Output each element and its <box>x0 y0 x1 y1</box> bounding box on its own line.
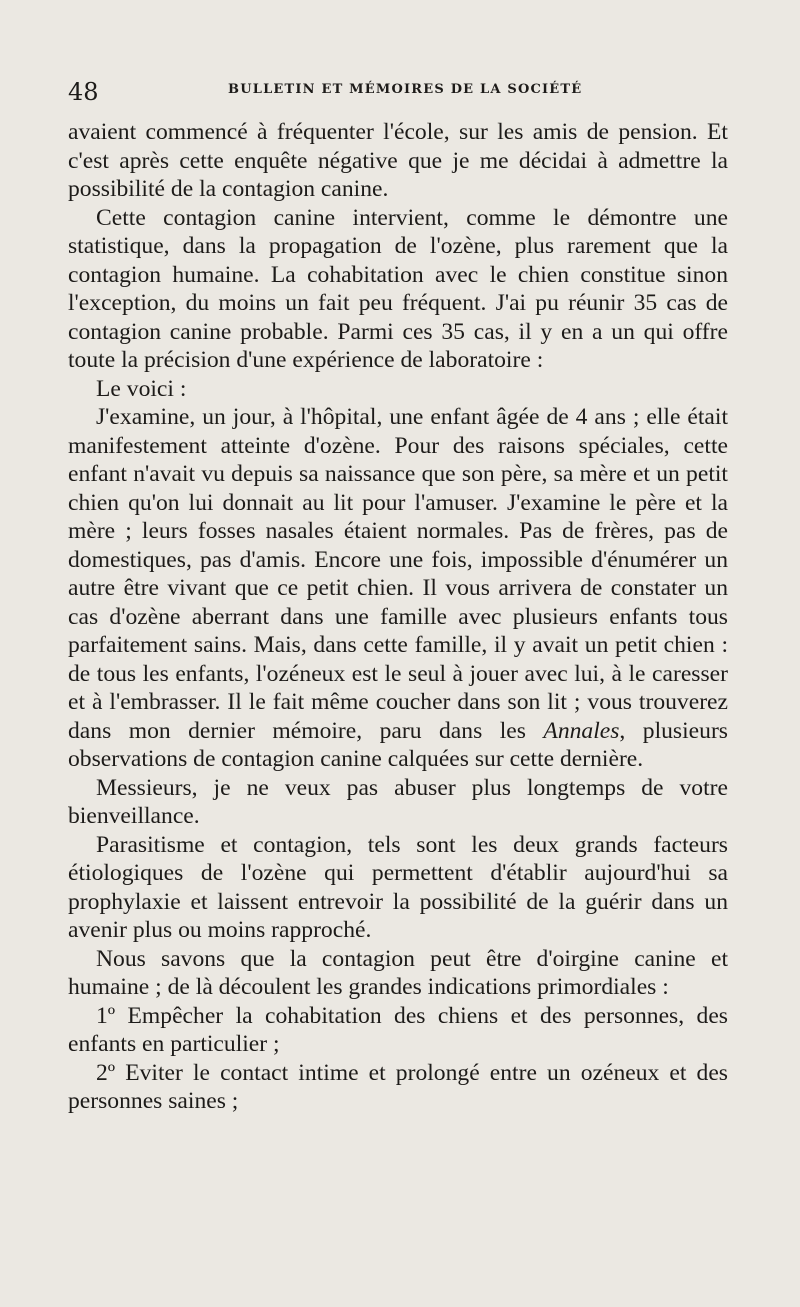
indication-2: 2º Eviter le contact intime et prolongé entre un ozéneux et des personnes saines ; <box>68 1059 728 1114</box>
indication-1: 1º Empêcher la cohabitation des chiens et des personnes, des enfants en particulier ; <box>68 1002 728 1057</box>
annales-title: Annales <box>543 717 620 744</box>
page-header <box>68 78 728 108</box>
paragraph-messieurs: Messieurs, je ne veux pas abuser plus longtemps de votre bienveillance. <box>68 774 728 829</box>
paragraph-indications: Nous savons que la contagion peut être d'oirgine canine et humaine ; de là découlent les grandes indications primordiales : <box>68 945 728 1000</box>
paragraph-parasitisme: Parasitisme et contagion, tels sont les deux grands facteurs étiologiques de l'ozène qui permettent d'établir aujourd'hui sa prophylaxie et laissent entrevoir la possibilité de la guérir dans un avenir plus ou moins rapproché. <box>68 831 728 943</box>
running-title: BULLETIN ET MÉMOIRES DE LA SOCIÉTÉ <box>228 82 583 97</box>
observation-text: J'examine, un jour, à l'hôpital, une enfant âgée de 4 ans ; elle était manifestement atteinte d'ozène. Pour des raisons spéciales, cette enfant n'avait vu depuis sa naissance que son père, sa mère et un petit chien qu'on lui donnait au lit pour l'amuser. J'examine le père et la mère ; leurs fosses nasales étaient normales. Pas de frères, pas de domestiques, pas d'amis. Encore une fois, impossible d'énumérer un autre être vivant que ce petit chien. Il vous arrivera de constater un cas d'ozène aberrant dans une famille avec plusieurs enfants tous parfaitement sains. Mais, dans cette famille, il y avait un petit chien : de tous les enfants, l'ozéneux est le seul à jouer avec lui, à le caresser et à l'embrasser. Il le fait même coucher dans son lit ; vous trouverez dans mon dernier mémoire, paru dans les <box>68 404 728 744</box>
observation-text-end: , plusieurs observations de contagion canine calquées sur cette dernière. <box>68 717 728 772</box>
paragraph-continuation: avaient commencé à fréquenter l'école, sur les amis de pension. Et c'est après cette enquête négative que je me décidai à admettre la possibilité de la contagion canine. <box>68 119 728 202</box>
paragraph-contagion-canine: Cette contagion canine intervient, comme le démontre une statistique, dans la propagation de l'ozène, plus rarement que la contagion humaine. La cohabitation avec le chien constitue sinon l'exception, du moins un fait peu fréquent. J'ai pu réunir 35 cas de contagion canine probable. Parmi ces 35 cas, il y en a un qui offre toute la précision d'une expérience de laboratoire : <box>68 204 728 373</box>
paragraph-observation <box>68 403 728 774</box>
body-text <box>68 118 728 1116</box>
paragraph-le-voici: Le voici : <box>96 375 187 402</box>
page-number: 48 <box>68 78 99 106</box>
